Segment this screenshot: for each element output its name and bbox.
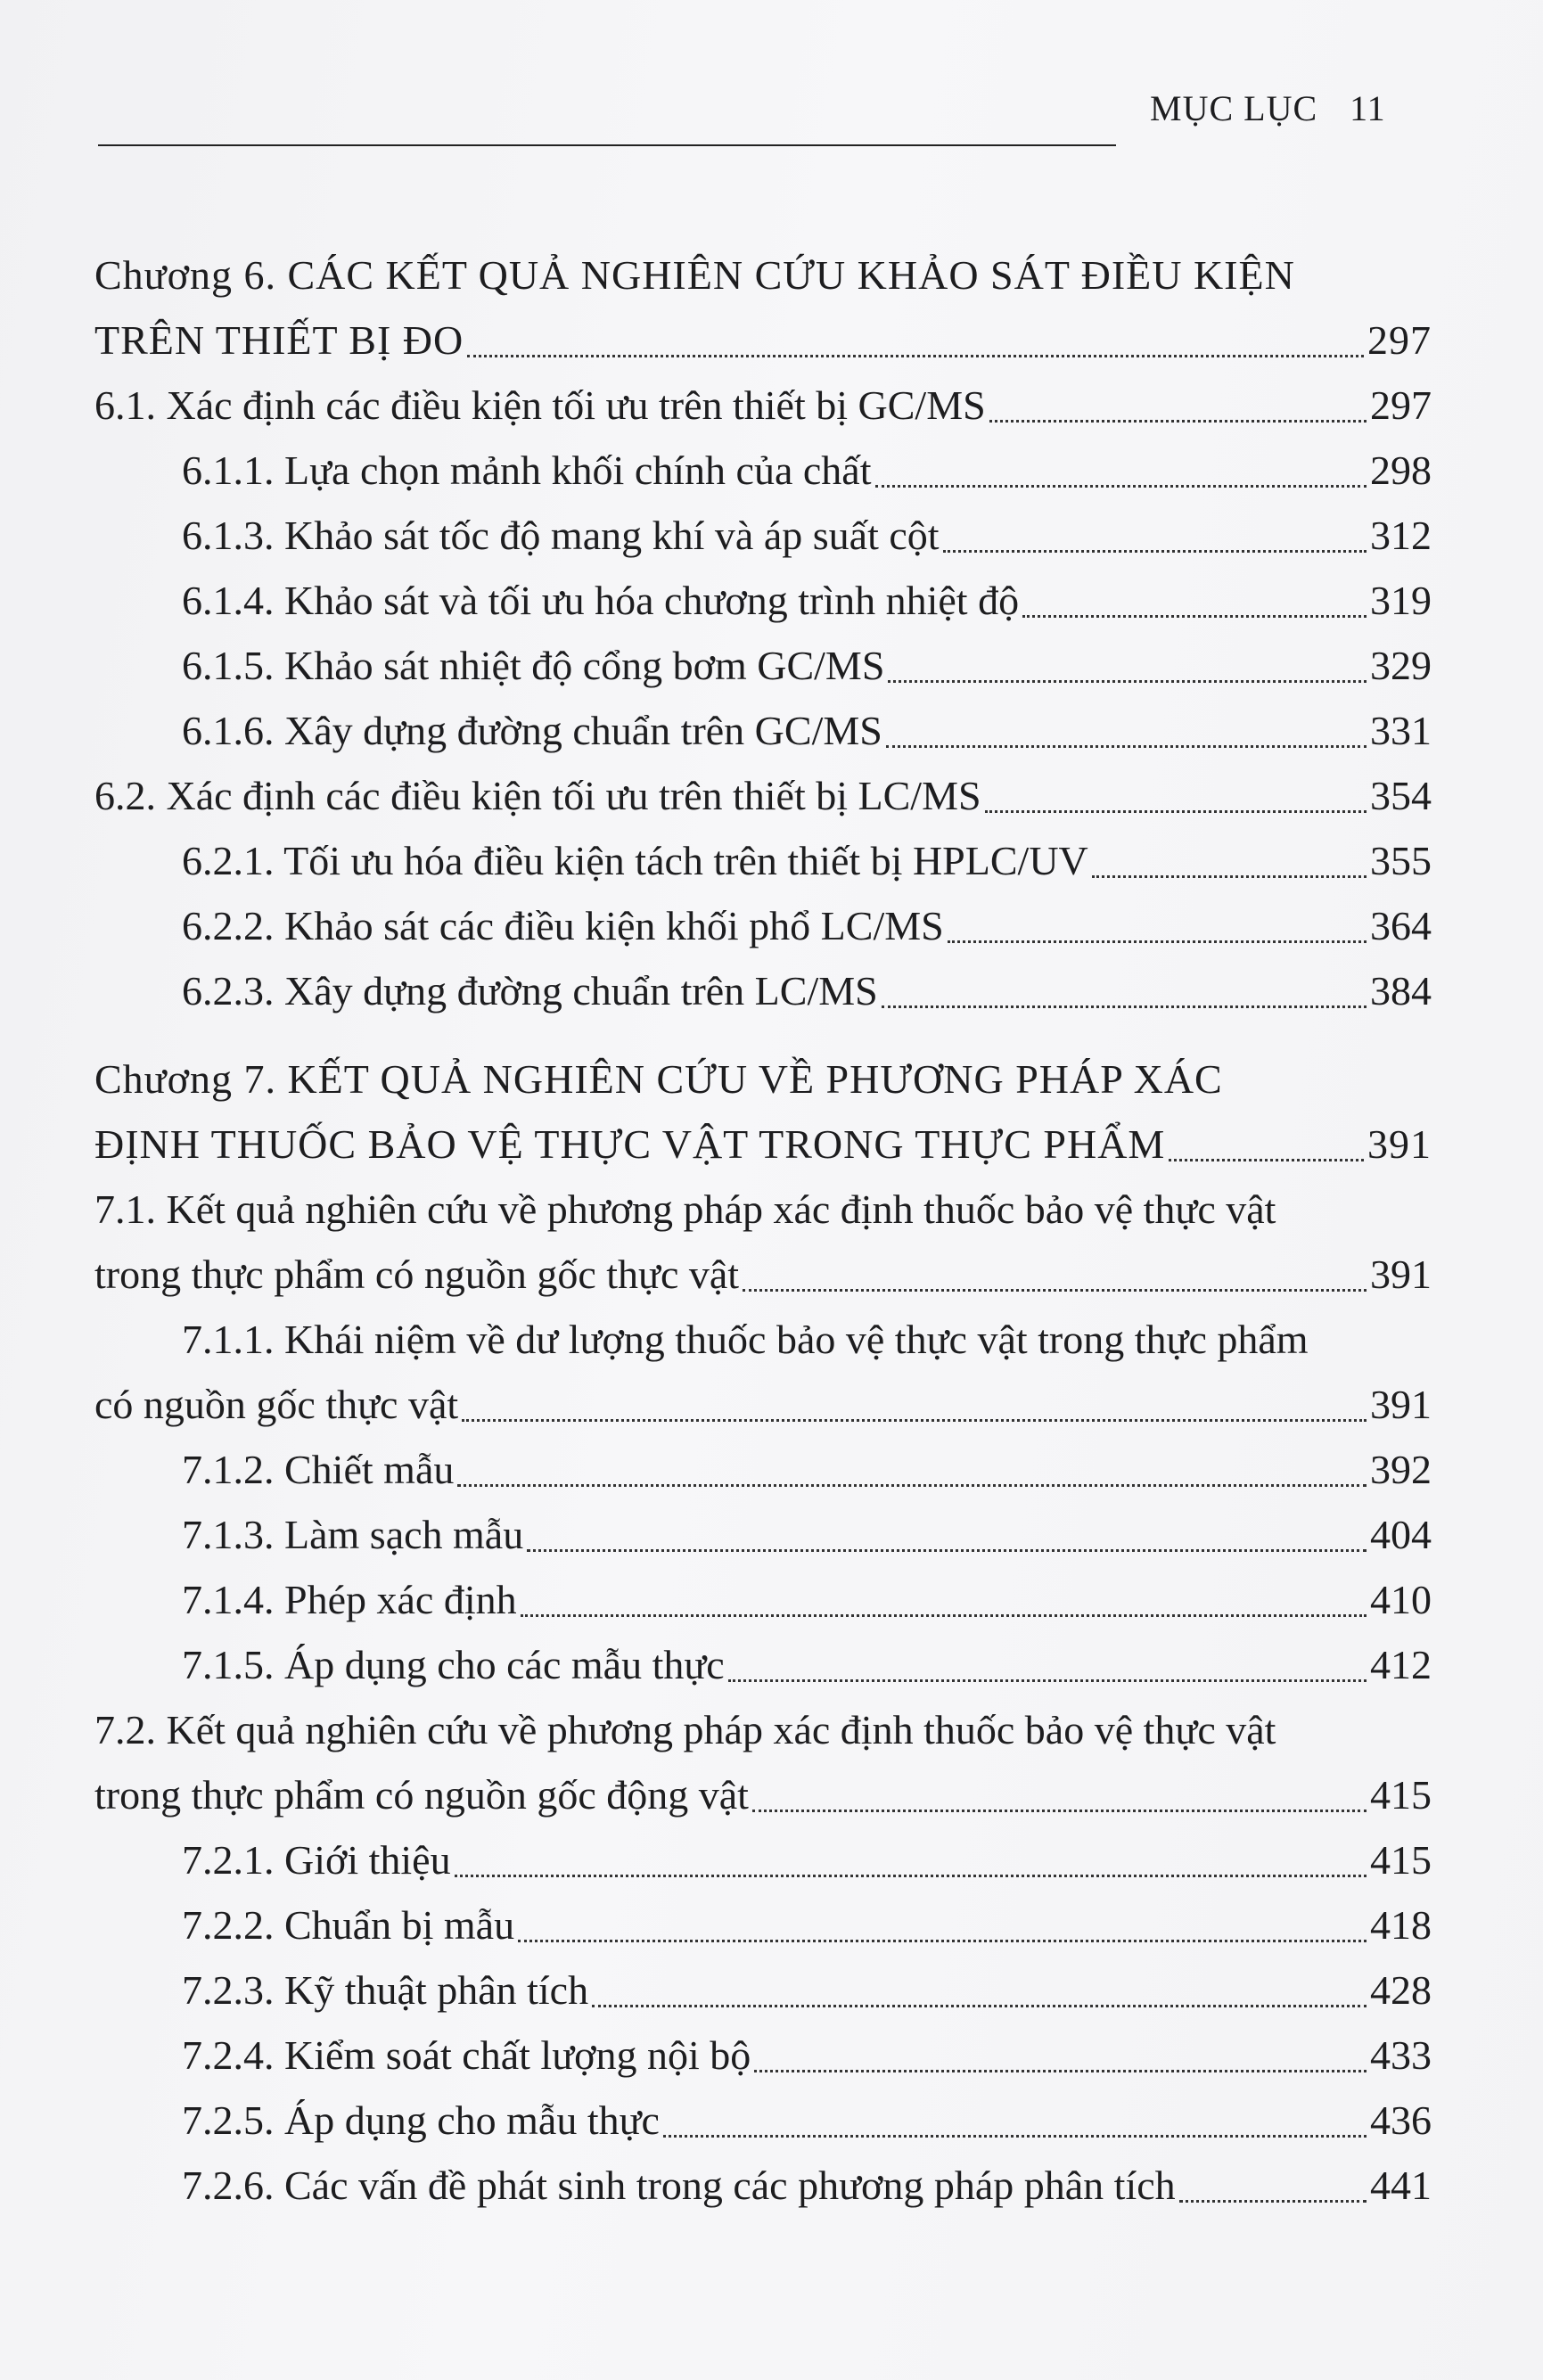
toc-entry-title: 7.1. Kết quả nghiên cứu về phương pháp xác định thuốc bảo vệ thực vật (94, 1186, 1276, 1232)
toc-entry-title: 7.1.2. Chiết mẫu (182, 1447, 455, 1492)
toc-entry[interactable] (94, 1567, 1432, 1632)
toc-entry-title: 7.2.6. Các vấn đề phát sinh trong các phương pháp phân tích (182, 2163, 1176, 2208)
toc-entry-title: 6.1.5. Khảo sát nhiệt độ cổng bơm GC/MS (182, 643, 885, 688)
toc-entry-title: 7.2.1. Giới thiệu (182, 1837, 451, 1883)
toc-entry[interactable] (94, 1892, 1432, 1957)
dot-leader (592, 2005, 1367, 2007)
toc-entry-page: 297 (1367, 317, 1432, 363)
toc-entry-title: 6.1. Xác định các điều kiện tối ưu trên thiết bị GC/MS (94, 382, 986, 428)
toc-entry-title: TRÊN THIẾT BỊ ĐO (94, 317, 464, 363)
dot-leader (948, 940, 1367, 943)
toc-entry-page: 412 (1370, 1642, 1432, 1687)
toc-entry-title: ĐỊNH THUỐC BẢO VỆ THỰC VẬT TRONG THỰC PHẨM (94, 1121, 1166, 1167)
dot-leader (888, 680, 1367, 683)
toc-entry-page: 404 (1370, 1512, 1432, 1557)
toc-entry-title: 7.1.4. Phép xác định (182, 1577, 517, 1622)
toc-entry[interactable] (94, 1957, 1432, 2023)
dot-leader (1092, 875, 1367, 878)
toc-chapter-entry[interactable] (94, 1046, 1432, 1112)
dot-leader (886, 745, 1367, 748)
dot-leader (663, 2135, 1367, 2138)
toc-chapter-entry[interactable] (94, 1112, 1432, 1177)
toc-gap (94, 1023, 1432, 1046)
toc-entry[interactable] (94, 698, 1432, 763)
toc-entry[interactable] (94, 633, 1432, 698)
toc-chapter-entry[interactable] (94, 308, 1432, 373)
toc-entry[interactable] (94, 373, 1432, 438)
toc-entry[interactable] (94, 2153, 1432, 2218)
toc-entry-page: 312 (1370, 513, 1432, 558)
toc-entry-title: 7.1.3. Làm sạch mẫu (182, 1512, 524, 1557)
toc-entry-title: 6.1.6. Xây dựng đường chuẩn trên GC/MS (182, 708, 882, 753)
dot-leader (1179, 2200, 1367, 2203)
toc-entry[interactable] (94, 2088, 1432, 2153)
toc-entry-page: 297 (1370, 382, 1432, 428)
toc-entry[interactable] (94, 828, 1432, 893)
toc-entry-title: 7.2.5. Áp dụng cho mẫu thực (182, 2097, 660, 2143)
toc-entry[interactable] (94, 1177, 1432, 1242)
toc-entry-title: 7.2.4. Kiểm soát chất lượng nội bộ (182, 2032, 751, 2078)
toc-entry[interactable] (94, 1502, 1432, 1567)
toc-entry-title: 6.2.2. Khảo sát các điều kiện khối phổ LC/MS (182, 903, 944, 948)
toc-entry-page: 384 (1370, 968, 1432, 1014)
toc-chapter-entry[interactable] (94, 242, 1432, 308)
dot-leader (943, 550, 1367, 553)
toc-entry-page: 331 (1370, 708, 1432, 753)
dot-leader (728, 1679, 1367, 1682)
dot-leader (754, 2070, 1367, 2072)
dot-leader (743, 1289, 1367, 1292)
dot-leader (1169, 1159, 1364, 1161)
page-number: 11 (1350, 88, 1386, 128)
toc-entry-page: 433 (1370, 2032, 1432, 2078)
toc-entry[interactable] (94, 1697, 1432, 1762)
toc-entry-page: 428 (1370, 1967, 1432, 2013)
toc-entry[interactable] (94, 763, 1432, 828)
toc-entry-page: 391 (1367, 1121, 1432, 1167)
running-header (1150, 87, 1386, 129)
toc-entry[interactable] (94, 1632, 1432, 1697)
table-of-contents (94, 242, 1432, 2218)
toc-entry[interactable] (94, 1762, 1432, 1827)
header-title: MỤC LỤC (1150, 88, 1318, 128)
dot-leader (467, 355, 1364, 357)
toc-entry[interactable] (94, 1372, 1432, 1437)
toc-entry-title: Chương 7. KẾT QUẢ NGHIÊN CỨU VỀ PHƯƠNG PHÁP XÁC (94, 1056, 1223, 1102)
toc-entry[interactable] (94, 438, 1432, 503)
toc-entry-title: 7.1.5. Áp dụng cho các mẫu thực (182, 1642, 725, 1687)
toc-entry-title: 7.2. Kết quả nghiên cứu về phương pháp xác định thuốc bảo vệ thực vật (94, 1707, 1276, 1752)
toc-entry-title: 6.1.4. Khảo sát và tối ưu hóa chương trình nhiệt độ (182, 578, 1020, 623)
toc-entry[interactable] (94, 2023, 1432, 2088)
dot-leader (462, 1419, 1367, 1422)
dot-leader (882, 1005, 1367, 1008)
toc-entry[interactable] (94, 568, 1432, 633)
toc-entry-page: 319 (1370, 578, 1432, 623)
toc-entry-page: 418 (1370, 1902, 1432, 1948)
dot-leader (455, 1875, 1367, 1877)
toc-entry-page: 410 (1370, 1577, 1432, 1622)
toc-entry-page: 298 (1370, 447, 1432, 493)
toc-entry-page: 355 (1370, 838, 1432, 883)
toc-entry-page: 364 (1370, 903, 1432, 948)
toc-entry-title: trong thực phẩm có nguồn gốc động vật (94, 1772, 749, 1818)
toc-entry-title: 6.2.3. Xây dựng đường chuẩn trên LC/MS (182, 968, 878, 1014)
toc-entry-page: 415 (1370, 1837, 1432, 1883)
toc-entry-title: 6.1.1. Lựa chọn mảnh khối chính của chất (182, 447, 872, 493)
toc-entry[interactable] (94, 1307, 1432, 1372)
toc-entry[interactable] (94, 1827, 1432, 1892)
toc-entry-title: có nguồn gốc thực vật (94, 1382, 459, 1427)
dot-leader (989, 420, 1367, 423)
dot-leader (457, 1484, 1367, 1487)
dot-leader (752, 1810, 1367, 1812)
toc-entry[interactable] (94, 958, 1432, 1023)
toc-entry-title: 7.2.3. Kỹ thuật phân tích (182, 1967, 589, 2013)
dot-leader (527, 1549, 1367, 1552)
dot-leader (875, 485, 1367, 488)
toc-entry-title: Chương 6. CÁC KẾT QUẢ NGHIÊN CỨU KHẢO SÁT ĐIỀU KIỆN (94, 252, 1295, 298)
dot-leader (518, 1940, 1367, 1942)
toc-entry-page: 415 (1370, 1772, 1432, 1818)
toc-entry-title: 6.2. Xác định các điều kiện tối ưu trên thiết bị LC/MS (94, 773, 981, 818)
toc-entry-title: 7.2.2. Chuẩn bị mẫu (182, 1902, 515, 1948)
toc-entry-page: 354 (1370, 773, 1432, 818)
toc-entry-page: 441 (1370, 2163, 1432, 2208)
toc-entry-title: 6.1.3. Khảo sát tốc độ mang khí và áp suất cột (182, 513, 940, 558)
header-rule (98, 144, 1116, 146)
toc-entry-title: 6.2.1. Tối ưu hóa điều kiện tách trên thiết bị HPLC/UV (182, 838, 1088, 883)
toc-entry-page: 329 (1370, 643, 1432, 688)
toc-entry-page: 391 (1370, 1382, 1432, 1427)
toc-entry[interactable] (94, 1437, 1432, 1502)
toc-entry[interactable] (94, 503, 1432, 568)
dot-leader (985, 810, 1367, 813)
dot-leader (1022, 615, 1367, 618)
toc-entry-page: 392 (1370, 1447, 1432, 1492)
toc-entry[interactable] (94, 1242, 1432, 1307)
toc-entry-title: 7.1.1. Khái niệm về dư lượng thuốc bảo vệ thực vật trong thực phẩm (182, 1317, 1309, 1362)
toc-entry-title: trong thực phẩm có nguồn gốc thực vật (94, 1252, 740, 1297)
toc-entry[interactable] (94, 893, 1432, 958)
toc-entry-page: 436 (1370, 2097, 1432, 2143)
toc-entry-page: 391 (1370, 1252, 1432, 1297)
dot-leader (521, 1614, 1367, 1617)
